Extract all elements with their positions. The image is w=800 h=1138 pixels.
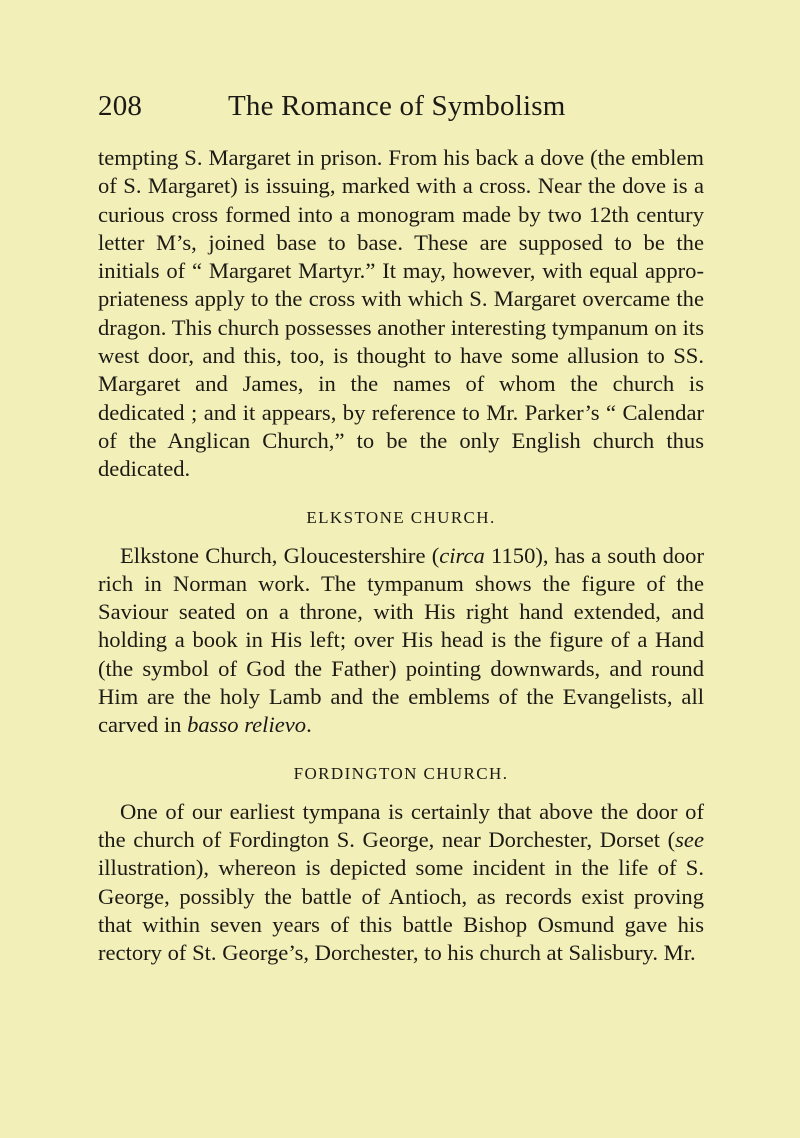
elkstone-text-2: 1150), has a south door rich in Norman work. The tympanum shows the figure of the Saviour seated on a throne, with His right hand extended, and holding a book in His left; over His head is the figure of a Hand (the symbol of God the Father) pointing downwards, and round Him are the holy Lamb and the emblems of the Evangelists, all carved in: [98, 542, 704, 738]
page-header: [98, 78, 704, 134]
running-title: The Romance of Symbolism: [228, 90, 566, 122]
book-page: [98, 78, 704, 967]
elkstone-basso-relievo: basso relievo: [187, 712, 307, 738]
fordington-see: see: [675, 826, 704, 852]
paragraph-margaret-continued: tempting S. Margaret in prison. From his back a dove (the emblem of S. Margaret) is issuing, marked with a cross. Near the dove is a curious cross formed into a monogram made by two 12th century letter M’s, joined base to base. These are supposed to be the initials of “ Margaret Martyr.” It may, however, with equal appropriateness apply to the cross with which S. Margaret overcame the dragon. This church possesses another interesting tympanum on its west door, and this, too, is thought to have some allusion to SS. Margaret and James, in the names of whom the church is dedicated ; and it appears, by reference to Mr. Parker’s “ Calendar of the Anglican Church,” to be the only English church thus dedicated.: [98, 145, 704, 482]
heading-elkstone-church: ELKSTONE CHURCH.: [306, 507, 496, 527]
paragraph-elkstone: [98, 542, 704, 740]
page-number: 208: [98, 90, 143, 122]
elkstone-text-1: Elkstone Church, Gloucestershire (: [120, 542, 440, 568]
heading-fordington-church: FORDINGTON CHURCH.: [293, 763, 509, 783]
elkstone-text-3: .: [306, 712, 312, 738]
paragraph-fordington: [98, 798, 704, 968]
elkstone-circa: circa: [439, 542, 485, 568]
fordington-text-2: illustration), whereon is depicted some incident in the life of S. George, possibly the battle of Antioch, as records exist proving that within seven years of this battle Bishop Osmund gave his rectory of St. George’s, Dorchester, to his church at Salisbury. Mr.: [98, 855, 704, 966]
fordington-text-1: One of our earliest tympana is certainly that above the door of the church of Fordington S. George, near Dorchester, Dorset (: [98, 798, 704, 852]
